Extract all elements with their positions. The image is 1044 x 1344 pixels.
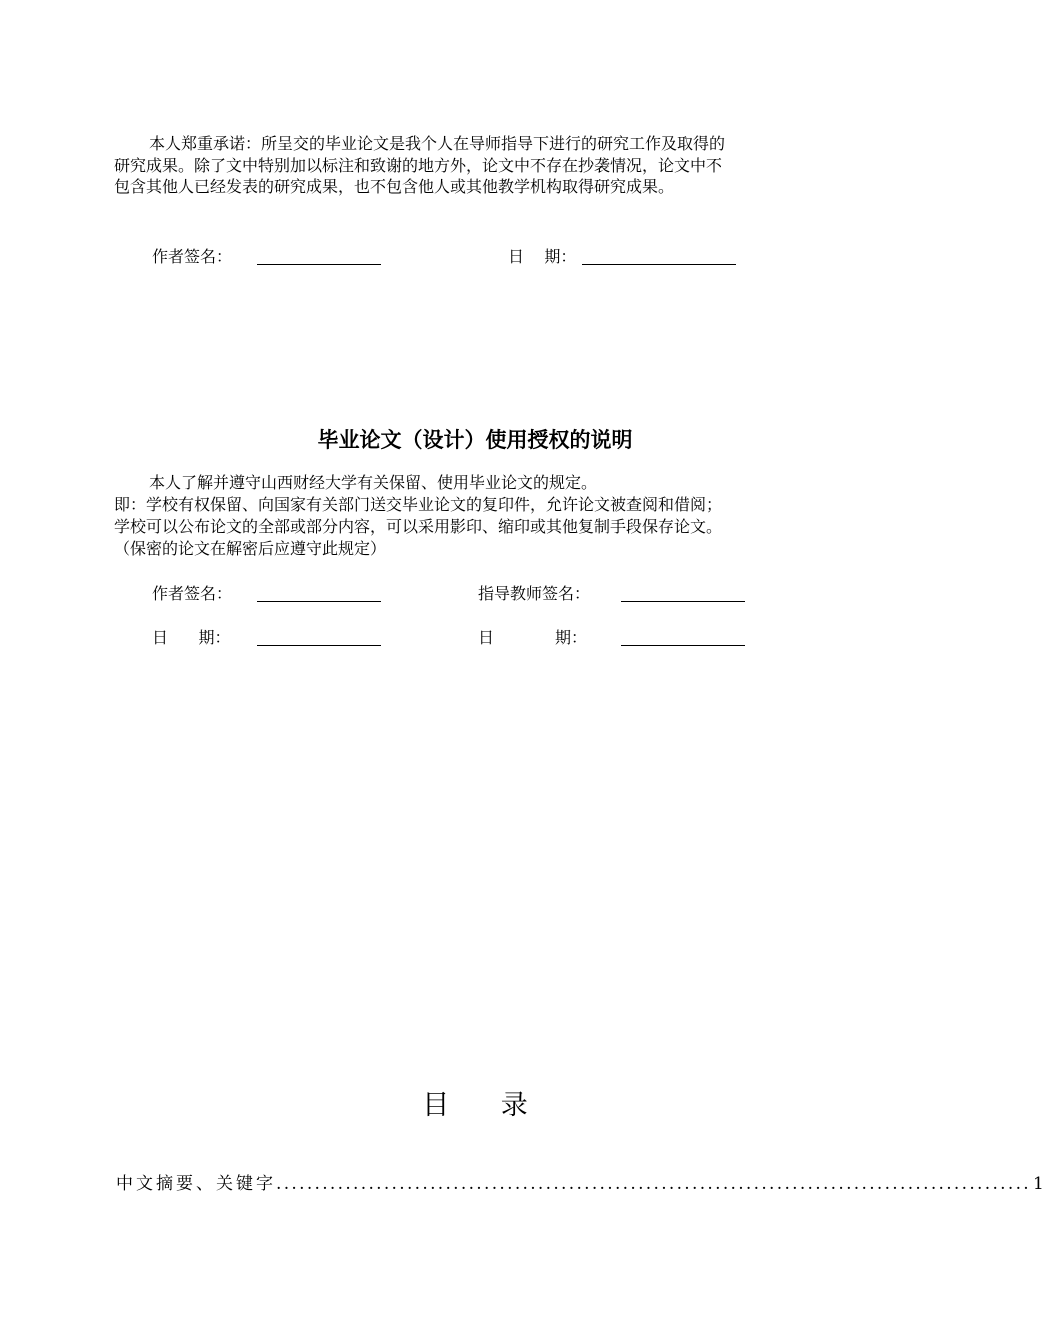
advisor-date-field[interactable]: [621, 645, 745, 646]
authorization-line: （保密的论文在解密后应遵守此规定）: [114, 539, 387, 558]
date-label: 日 期：: [508, 247, 577, 266]
authorization-line: 即：学校有权保留、向国家有关部门送交毕业论文的复印件，允许论文被查阅和借阅；: [114, 495, 723, 514]
declaration-line: 本人郑重承诺：所呈交的毕业论文是我个人在导师指导下进行的研究工作及取得的: [149, 134, 726, 153]
declaration-line: 研究成果。除了文中特别加以标注和致谢的地方外，论文中不存在抄袭情况，论文中不: [114, 155, 723, 175]
toc-entry-page: 1: [1032, 1174, 1044, 1194]
author-sign-label: 作者签名：: [152, 247, 233, 266]
date-field[interactable]: [582, 264, 736, 265]
declaration-line: 包含其他人已经发表的研究成果，也不包含他人或其他教学机构取得研究成果。: [114, 177, 675, 196]
auth-author-sign-label: 作者签名：: [152, 584, 233, 603]
toc-title: 目 录: [422, 1090, 528, 1121]
authorization-title: 毕业论文（设计）使用授权的说明: [317, 428, 633, 452]
auth-author-sign-field[interactable]: [257, 601, 381, 602]
toc-entry-label: 中文摘要、关键字: [116, 1174, 276, 1194]
advisor-sign-label: 指导教师签名：: [478, 584, 591, 603]
declaration-text: [114, 133, 859, 198]
toc-entry[interactable]: [116, 1172, 1044, 1196]
advisor-sign-field[interactable]: [621, 601, 745, 602]
toc-leader-dots: ..................................................................................................: [276, 1174, 1031, 1194]
advisor-date-label: 日 期：: [478, 628, 588, 647]
author-sign-field[interactable]: [257, 264, 381, 265]
authorization-line: 本人了解并遵守山西财经大学有关保留、使用毕业论文的规定。: [149, 473, 598, 492]
auth-author-date-label: 日 期：: [152, 628, 231, 647]
auth-author-date-field[interactable]: [257, 645, 381, 646]
authorization-line: 学校可以公布论文的全部或部分内容，可以采用影印、缩印或其他复制手段保存论文。: [114, 517, 723, 536]
authorization-text: [114, 472, 859, 560]
